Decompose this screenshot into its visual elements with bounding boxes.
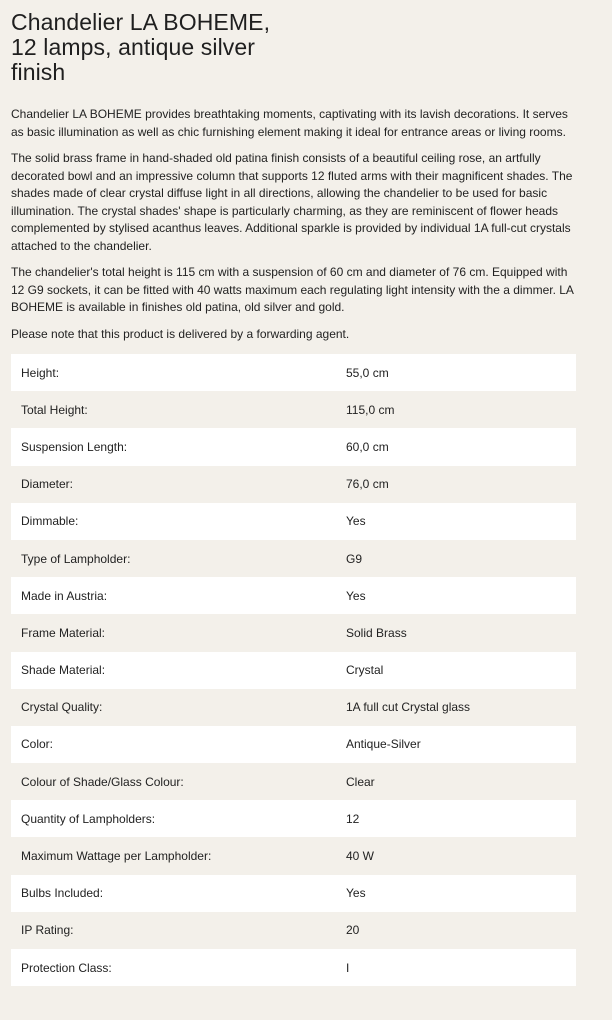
spec-value: 20 [346,923,360,938]
spec-label: Made in Austria: [21,588,108,603]
spec-row-dimmable [11,503,576,540]
spec-label: Color: [21,737,54,752]
spec-value: 40 W [346,849,375,864]
spec-label: Maximum Wattage per Lampholder: [21,849,212,864]
delivery-note: Please note that this product is delivered by a forwarding agent. [11,326,350,341]
description-paragraph: The solid brass frame in hand-shaded old patina finish consists of a beautiful ceiling rose, an artfully decorated bowl and an impressive column that supports 12 fluted arms with their magnificent shades. The shades made of clear crystal diffuse light in all directions, allowing the chandelier to be used for basic illumination. The crystal shades' shape is particularly charming, as they are reminiscent of flower heads complemented by stylised acanthus leaves. Additional sparkle is provided by individual 1A full-cut crystals attached to the chandelier. [11,151,573,253]
spec-row-total-height [11,391,576,428]
spec-label: Height: [21,365,60,380]
spec-row-max-wattage [11,837,576,874]
spec-value: 12 [346,811,360,826]
spec-value: G9 [346,551,363,566]
spec-value: Crystal [346,663,384,678]
spec-row-suspension-length [11,428,576,465]
spec-label: Quantity of Lampholders: [21,811,156,826]
spec-row-lampholder-type [11,540,576,577]
spec-row-bulbs-included [11,875,576,912]
spec-value: Antique-Silver [346,737,421,752]
spec-label: Bulbs Included: [21,886,104,901]
spec-row-crystal-quality [11,689,576,726]
spec-row-shade-material [11,652,576,689]
spec-value: Clear [346,774,375,789]
spec-label: Colour of Shade/Glass Colour: [21,774,184,789]
spec-row-height [11,354,576,391]
spec-label: Type of Lampholder: [21,551,131,566]
spec-value: Solid Brass [346,625,407,640]
spec-row-ip-rating [11,912,576,949]
spec-label: Protection Class: [21,960,112,975]
spec-row-diameter [11,466,576,503]
spec-label: Dimmable: [21,514,79,529]
spec-row-made-in-austria [11,577,576,614]
specifications-table [11,354,576,986]
spec-label: Diameter: [21,477,74,492]
description-paragraph: Chandelier LA BOHEME provides breathtaking moments, captivating with its lavish decorations. It serves as basic illumination as well as chic furnishing element making it ideal for entrance areas or living rooms. [11,107,568,139]
spec-value: 55,0 cm [346,365,389,380]
spec-label: IP Rating: [21,923,74,938]
spec-value: 1A full cut Crystal glass [346,700,471,715]
spec-label: Suspension Length: [21,439,128,454]
description-paragraph: The chandelier's total height is 115 cm with a suspension of 60 cm and diameter of 76 cm. Equipped with 12 G9 sockets, it can be fitted with 40 watts maximum each regulating light intensity with the a dimmer. LA BOHEME is available in finishes old patina, old silver and gold. [11,265,574,314]
spec-value: 76,0 cm [346,477,389,492]
spec-value: Yes [346,588,366,603]
spec-label: Shade Material: [21,663,106,678]
spec-label: Total Height: [21,402,88,417]
product-title: Chandelier LA BOHEME, 12 lamps, antique silver finish [11,9,271,85]
spec-row-lampholder-quantity [11,800,576,837]
spec-value: 115,0 cm [346,402,395,417]
spec-label: Frame Material: [21,625,106,640]
spec-value: 60,0 cm [346,439,389,454]
spec-row-shade-colour [11,763,576,800]
spec-label: Crystal Quality: [21,700,103,715]
spec-value: Yes [346,886,366,901]
spec-row-protection-class [11,949,576,986]
spec-row-color [11,726,576,763]
spec-value: I [346,960,350,975]
spec-value: Yes [346,514,366,529]
spec-row-frame-material [11,614,576,651]
